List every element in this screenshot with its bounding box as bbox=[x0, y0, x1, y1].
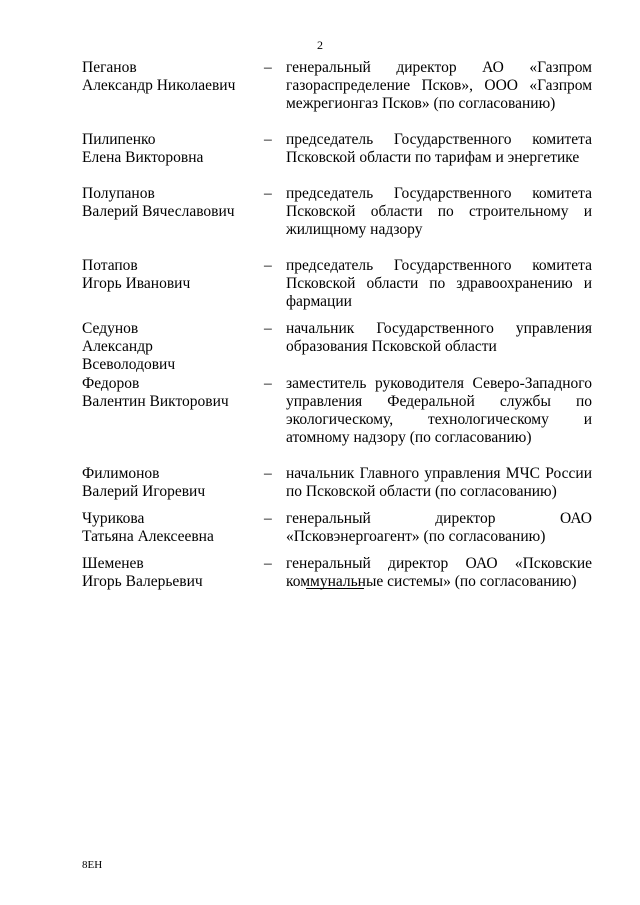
given-names: Александр Николаевич bbox=[82, 77, 236, 94]
entry-role: председатель Государственного комитета Псковской области по здравоохранению и фармации bbox=[286, 257, 592, 310]
entry-sedunov bbox=[82, 320, 592, 374]
entry-shemenev bbox=[82, 555, 592, 591]
entry-name bbox=[82, 257, 262, 311]
dash: – bbox=[264, 375, 272, 392]
surname: Федоров bbox=[82, 375, 140, 392]
surname: Потапов bbox=[82, 257, 138, 274]
dash: – bbox=[264, 510, 272, 527]
entry-role: генеральный директор АО «Газпром газораспределение Псков», ООО «Газпром межрегионгаз Псков» (по согласованию) bbox=[286, 59, 592, 112]
entry-name bbox=[82, 59, 262, 113]
dash: – bbox=[264, 257, 272, 274]
surname: Пилипенко bbox=[82, 131, 156, 148]
footer-code: 8ЕН bbox=[82, 859, 103, 871]
member-list bbox=[82, 59, 592, 591]
entry-name bbox=[82, 320, 262, 374]
entry-role: начальник Главного управления МЧС России по Псковской области (по согласованию) bbox=[286, 465, 592, 500]
surname: Полупанов bbox=[82, 185, 155, 202]
dash: – bbox=[264, 555, 272, 572]
entry-role: председатель Государственного комитета Псковской области по строительному и жилищному надзору bbox=[286, 185, 592, 238]
entry-polupanov bbox=[82, 185, 592, 239]
entry-role: генеральный директор ОАО «Псковэнергоагент» (по согласованию) bbox=[286, 510, 592, 545]
given-names: Валентин Викторович bbox=[82, 393, 229, 410]
entry-fedorov bbox=[82, 375, 592, 447]
entry-peganov bbox=[82, 59, 592, 113]
given-names: Елена Викторовна bbox=[82, 149, 204, 166]
entry-potapov bbox=[82, 257, 592, 311]
given-names: Игорь Иванович bbox=[82, 275, 191, 292]
surname: Филимонов bbox=[82, 465, 160, 482]
given-names: Валерий Игоревич bbox=[82, 483, 206, 500]
entry-role: председатель Государственного комитета Псковской области по тарифам и энергетике bbox=[286, 131, 592, 166]
given-names: Игорь Валерьевич bbox=[82, 573, 203, 590]
dash: – bbox=[264, 59, 272, 76]
entry-name bbox=[82, 375, 262, 447]
entry-name bbox=[82, 185, 262, 239]
dash: – bbox=[264, 465, 272, 482]
entry-name bbox=[82, 510, 262, 546]
given-names: Татьяна Алексеевна bbox=[82, 528, 214, 545]
entry-name bbox=[82, 131, 262, 167]
surname: Чурикова bbox=[82, 510, 145, 527]
dash: – bbox=[264, 131, 272, 148]
surname: Шеменев bbox=[82, 555, 144, 572]
dash: – bbox=[264, 320, 272, 337]
entry-filimonov bbox=[82, 465, 592, 501]
surname: Седунов bbox=[82, 320, 139, 337]
given-names: Александр bbox=[82, 338, 153, 355]
entry-churikova bbox=[82, 510, 592, 546]
dash: – bbox=[264, 185, 272, 202]
entry-role: заместитель руководителя Северо-Западного управления Федеральной службы по экологическому, технологическому и атомному надзору (по согласованию) bbox=[286, 375, 592, 446]
given-names: Валерий Вячеславович bbox=[82, 203, 235, 220]
entry-pilipenko bbox=[82, 131, 592, 167]
entry-name bbox=[82, 555, 262, 591]
surname: Пеганов bbox=[82, 59, 137, 76]
page-number: 2 bbox=[317, 38, 323, 52]
entry-role: генеральный директор ОАО «Псковские коммунальные системы» (по согласованию) bbox=[286, 555, 592, 590]
entry-name bbox=[82, 465, 262, 501]
end-separator-line bbox=[306, 588, 364, 589]
entry-role: начальник Государственного управления образования Псковской области bbox=[286, 320, 592, 355]
patronymic: Всеволодович bbox=[82, 356, 176, 373]
